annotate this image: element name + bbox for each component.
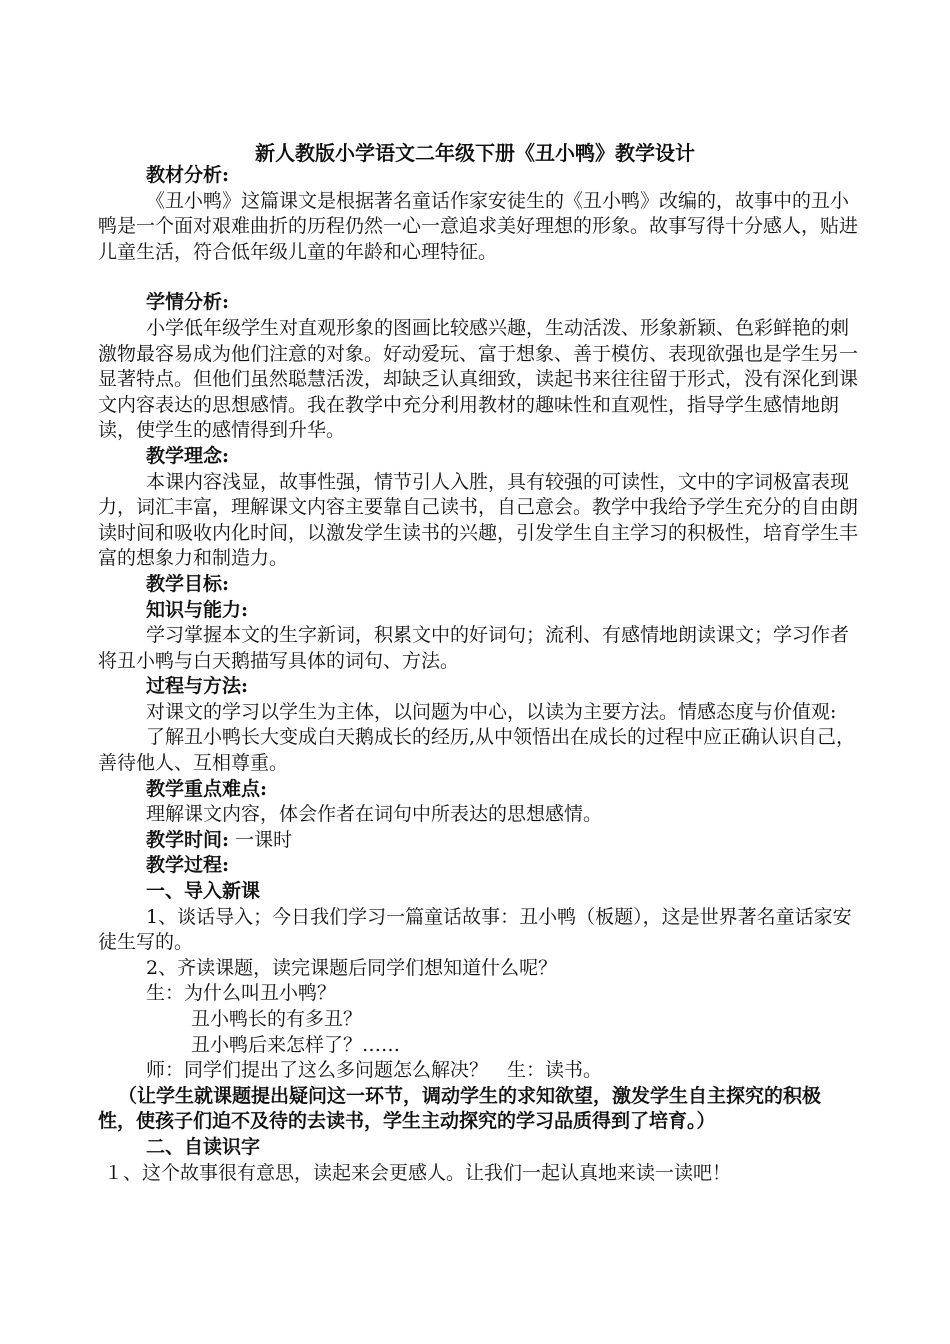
student-question-1: 生：为什么叫丑小鸭？ — [146, 982, 337, 1005]
paragraph-step-2-1: １、这个故事很有意思，读起来会更感人。让我们一起认真地来读一读吧！ — [104, 1161, 732, 1184]
teacher-line: 师：同学们提出了这么多问题怎么解决？ 生：读书。 — [146, 1059, 603, 1082]
time-value: 一课时 — [235, 828, 293, 851]
page-title: 新人教版小学语文二年级下册《丑小鸭》教学设计 — [255, 141, 695, 165]
heading-step-2: 二、自读识字 — [146, 1135, 261, 1158]
heading-steps: 教学过程: — [146, 854, 230, 877]
spacer — [98, 265, 858, 290]
design-note: （让学生就课题提出疑问这一环节，调动学生的求知欲望，激发学生自主探究的积极性，使孩子们迫不及待的去读书，学生主动探究的学习品质得到了培育。） — [98, 1084, 822, 1133]
heading-material: 教材分析: — [146, 164, 230, 186]
heading-concept: 教学理念: — [146, 444, 230, 467]
paragraph-key-points: 理解课文内容，体会作者在词句中所表达的思想感情。 — [146, 803, 603, 826]
paragraph-students: 小学低年级学生对直观形象的图画比较感兴趣，生动活泼、形象新颖、色彩鲜艳的刺激物最容易成为他们注意的对象。好动爱玩、富于想象、善于模仿、表现欲强也是学生另一显著特点。但他们虽然聪慧活泼，却缺乏认真细致，读起书来往往留于形式，没有深化到课文内容表达的思想感情。我在教学中充分利用教材的趣味性和直观性，指导学生感情地朗读，使学生的感情得到升华。 — [98, 316, 859, 442]
heading-students: 学情分析: — [146, 291, 230, 314]
student-question-3: 丑小鸭后来怎样了？…… — [191, 1033, 401, 1056]
paragraph-process: 对课文的学习以学生为主体，以问题为中心，以读为主要方法。情感态度与价值观: — [146, 700, 837, 723]
paragraph-material: 《丑小鸭》这篇课文是根据著名童话作家安徒生的《丑小鸭》改编的，故事中的丑小鸭是一个面对艰难曲折的历程仍然一心一意追求美好理想的形象。故事写得十分感人，贴进儿童生活，符合低年级儿童的年龄和心理特征。 — [98, 189, 859, 263]
heading-goals: 教学目标: — [146, 572, 230, 595]
paragraph-knowledge: 学习掌握本文的生字新词，积累文中的好词句；流利、有感情地朗读课文；学习作者将丑小鸭与白天鹅描写具体的词句、方法。 — [98, 624, 850, 672]
teaching-time-line — [98, 828, 858, 854]
paragraph-step-1-2: 2、齐读课题，读完课题后同学们想知道什么呢？ — [146, 956, 558, 979]
paragraph-concept: 本课内容浅显，故事性强，情节引人入胜，具有较强的可读性，文中的字词极富表现力，词汇丰富，理解课文内容主要靠自己读书，自己意会。教学中我给予学生充分的自由朗读时间和吸收内化时间，以激发学生读书的兴趣，引发学生自主学习的积极性，培育学生丰富的想象力和制造力。 — [98, 470, 859, 570]
heading-knowledge: 知识与能力: — [146, 598, 249, 621]
paragraph-step-1-1: 1、谈话导入；今日我们学习一篇童话故事：丑小鸭（板题），这是世界著名童话家安徒生写的。 — [98, 905, 852, 954]
heading-process: 过程与方法: — [146, 675, 249, 698]
heading-time: 教学时间: — [146, 828, 230, 851]
document-body — [98, 163, 858, 1186]
paragraph-values: 了解丑小鸭长大变成白天鹅成长的经历,从中领悟出在成长的过程中应正确认识自己，善待他人、互相尊重。 — [98, 726, 856, 775]
heading-step-1: 一、导入新课 — [146, 880, 261, 903]
student-question-2: 丑小鸭长的有多丑？ — [191, 1008, 363, 1030]
heading-key-points: 教学重点难点: — [146, 777, 268, 800]
